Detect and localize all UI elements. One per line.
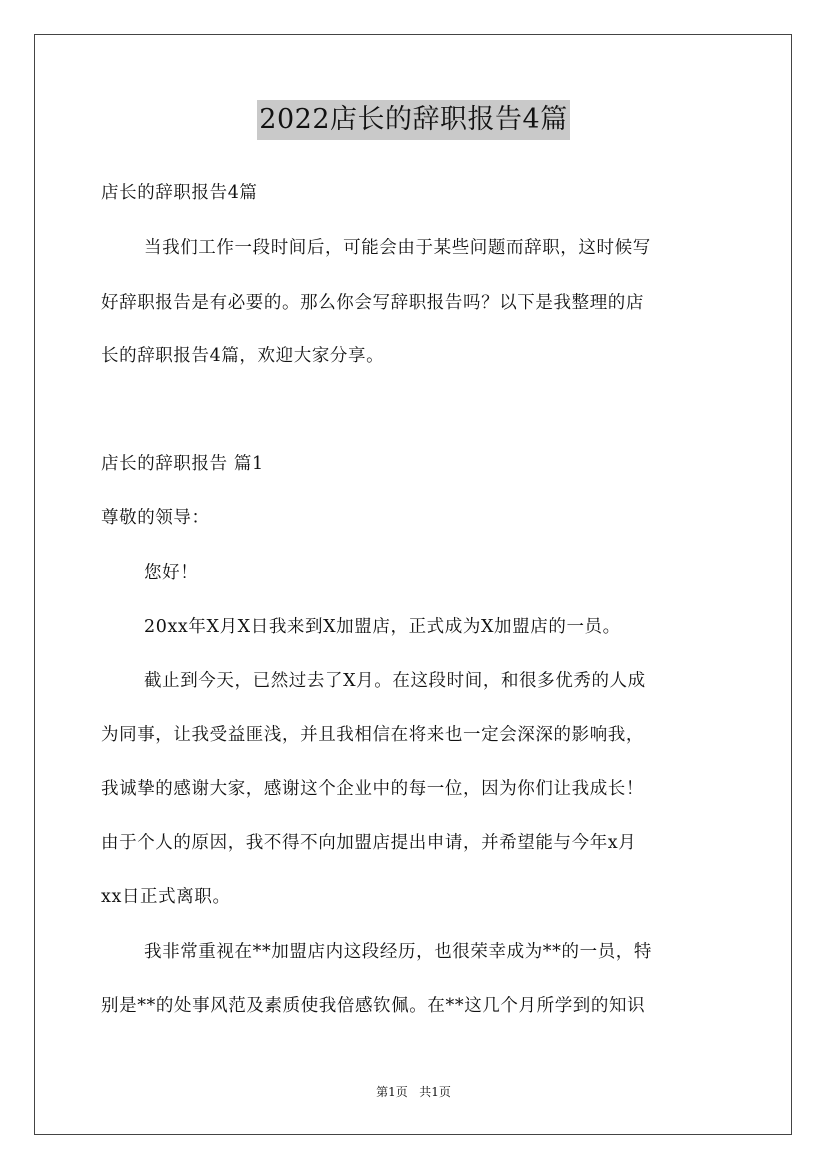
page-number: 第1页: [376, 1085, 408, 1099]
paragraph-line: 当我们工作一段时间后，可能会由于某些问题而辞职，这时候写: [144, 238, 651, 258]
subtitle-line: 店长的辞职报告4篇: [101, 183, 258, 203]
paragraph-line: 为同事，让我受益匪浅，并且我相信在将来也一定会深深的影响我，: [101, 725, 644, 745]
paragraph-line: 长的辞职报告4篇，欢迎大家分享。: [101, 346, 385, 366]
document-title: 2022店长的辞职报告4篇: [257, 100, 569, 140]
salutation: 尊敬的领导：: [101, 508, 210, 528]
total-pages: 共1页: [419, 1085, 451, 1099]
paragraph-line: 我诚挚的感谢大家，感谢这个企业中的每一位，因为你们让我成长！: [101, 779, 644, 799]
paragraph-line: xx日正式离职。: [101, 887, 231, 907]
section-heading: 店长的辞职报告 篇1: [101, 454, 264, 474]
paragraph-line: 20xx年X月X日我来到X加盟店，正式成为X加盟店的一员。: [144, 617, 621, 637]
page-footer: [0, 1083, 827, 1100]
paragraph-line: 由于个人的原因，我不得不向加盟店提出申请，并希望能与今年x月: [101, 833, 637, 853]
paragraph-line: 好辞职报告是有必要的。那么你会写辞职报告吗？以下是我整理的店: [101, 293, 644, 313]
paragraph-line: 我非常重视在**加盟店内这段经历，也很荣幸成为**的一员，特: [144, 942, 652, 962]
paragraph-line: 别是**的处事风范及素质使我倍感钦佩。在**这几个月所学到的知识: [101, 996, 646, 1016]
greeting: 您好！: [144, 563, 199, 583]
paragraph-line: 截止到今天，已然过去了X月。在这段时间，和很多优秀的人成: [144, 671, 646, 691]
title-container: [0, 100, 827, 140]
